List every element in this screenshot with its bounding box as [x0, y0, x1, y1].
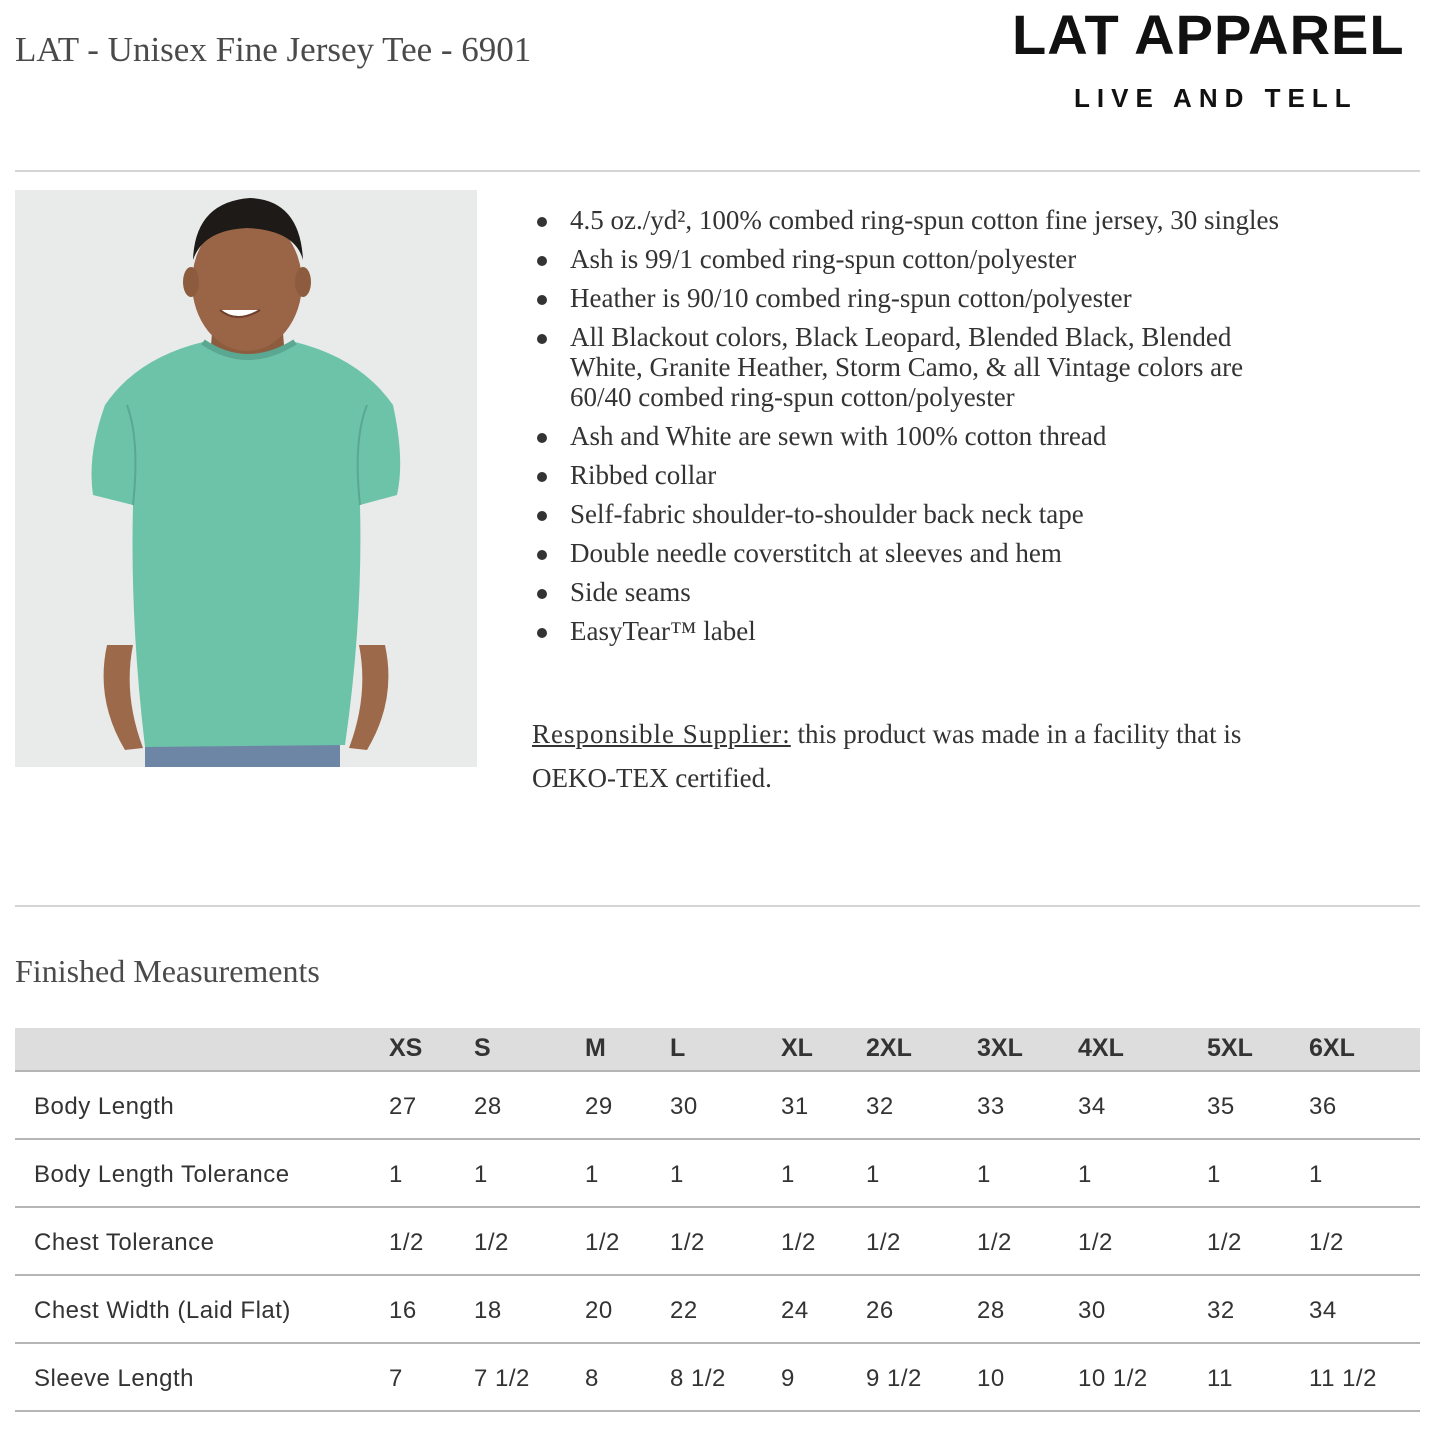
feature-item: Double needle coverstitch at sleeves and hem	[532, 538, 1412, 568]
table-cell: 9	[781, 1365, 795, 1392]
table-row	[15, 1140, 1420, 1208]
table-cell: 1	[1309, 1161, 1323, 1188]
size-header: 6XL	[1309, 1034, 1355, 1062]
table-cell: 1/2	[1207, 1229, 1242, 1256]
table-cell: 28	[474, 1093, 502, 1120]
table-cell: 1	[781, 1161, 795, 1188]
table-cell: 31	[781, 1093, 809, 1120]
table-row	[15, 1276, 1420, 1344]
size-header: M	[585, 1034, 606, 1062]
table-cell: 7	[389, 1365, 403, 1392]
bullet-icon	[537, 433, 547, 443]
table-cell: 1	[585, 1161, 599, 1188]
brand-logo	[1012, 5, 1422, 115]
feature-item: EasyTear™ label	[532, 616, 1412, 646]
table-cell: 30	[670, 1093, 698, 1120]
size-header: S	[474, 1034, 491, 1062]
table-cell: 26	[866, 1297, 894, 1324]
bullet-icon	[537, 334, 547, 344]
bullet-icon	[537, 472, 547, 482]
table-cell: 34	[1078, 1093, 1106, 1120]
table-cell: 1/2	[474, 1229, 509, 1256]
product-photo	[15, 190, 477, 767]
table-cell: 1	[977, 1161, 991, 1188]
table-cell: 35	[1207, 1093, 1235, 1120]
feature-list	[532, 205, 1412, 655]
table-cell: 34	[1309, 1297, 1337, 1324]
table-cell: 1/2	[585, 1229, 620, 1256]
table-cell: 1/2	[1078, 1229, 1113, 1256]
table-cell: 22	[670, 1297, 698, 1324]
supplier-text: this product was made in a facility that is OEKO-TEX certified.	[532, 719, 1242, 793]
table-cell: 1/2	[670, 1229, 705, 1256]
feature-item: Self-fabric shoulder-to-shoulder back neck tape	[532, 499, 1412, 529]
table-cell: 36	[1309, 1093, 1337, 1120]
feature-item: Ash is 99/1 combed ring-spun cotton/polyester	[532, 244, 1412, 274]
measurements-table	[15, 1028, 1420, 1412]
table-cell: 1	[1207, 1161, 1221, 1188]
size-header: XS	[389, 1034, 423, 1062]
table-cell: 32	[866, 1093, 894, 1120]
row-label: Chest Tolerance	[34, 1229, 215, 1256]
page-title: LAT - Unisex Fine Jersey Tee - 6901	[15, 30, 532, 69]
table-cell: 1	[389, 1161, 403, 1188]
supplier-note	[532, 712, 1312, 800]
bullet-icon	[537, 217, 547, 227]
row-label: Sleeve Length	[34, 1365, 194, 1392]
feature-item: Side seams	[532, 577, 1412, 607]
table-cell: 18	[474, 1297, 502, 1324]
size-header: XL	[781, 1034, 813, 1062]
table-cell: 1/2	[781, 1229, 816, 1256]
table-cell: 32	[1207, 1297, 1235, 1324]
size-header: 5XL	[1207, 1034, 1253, 1062]
table-cell: 7 1/2	[474, 1365, 530, 1392]
feature-item: Ribbed collar	[532, 460, 1412, 490]
table-cell: 1/2	[1309, 1229, 1344, 1256]
bullet-icon	[537, 628, 547, 638]
table-cell: 28	[977, 1297, 1005, 1324]
table-cell: 24	[781, 1297, 809, 1324]
table-cell: 30	[1078, 1297, 1106, 1324]
bullet-icon	[537, 550, 547, 560]
feature-item: 4.5 oz./yd², 100% combed ring-spun cotton fine jersey, 30 singles	[532, 205, 1412, 235]
table-cell: 1/2	[977, 1229, 1012, 1256]
table-cell: 1/2	[389, 1229, 424, 1256]
bullet-icon	[537, 256, 547, 266]
table-cell: 1	[1078, 1161, 1092, 1188]
size-header: 3XL	[977, 1034, 1023, 1062]
table-cell: 8	[585, 1365, 599, 1392]
logo-wordmark: LAT APPAREL	[1012, 3, 1405, 66]
table-cell: 1	[866, 1161, 880, 1188]
bullet-icon	[537, 589, 547, 599]
table-cell: 11 1/2	[1309, 1365, 1377, 1392]
table-header	[15, 1028, 1420, 1072]
table-cell: 29	[585, 1093, 613, 1120]
bullet-icon	[537, 511, 547, 521]
table-cell: 33	[977, 1093, 1005, 1120]
section-title: Finished Measurements	[15, 953, 320, 989]
logo-tagline: LIVE AND TELL	[1074, 83, 1358, 113]
row-label: Chest Width (Laid Flat)	[34, 1297, 291, 1324]
table-cell: 8 1/2	[670, 1365, 726, 1392]
table-cell: 10 1/2	[1078, 1365, 1148, 1392]
table-cell: 1	[670, 1161, 684, 1188]
table-cell: 16	[389, 1297, 417, 1324]
row-label: Body Length Tolerance	[34, 1161, 290, 1188]
feature-item: All Blackout colors, Black Leopard, Blended Black, Blended White, Granite Heather, Storm Camo, & all Vintage colors are 60/40 combed ring-spun cotton/polyester	[532, 322, 1270, 412]
table-cell: 20	[585, 1297, 613, 1324]
table-row	[15, 1072, 1420, 1140]
table-cell: 11	[1207, 1365, 1233, 1392]
table-cell: 9 1/2	[866, 1365, 922, 1392]
size-header: 4XL	[1078, 1034, 1124, 1062]
bullet-icon	[537, 295, 547, 305]
table-cell: 1	[474, 1161, 488, 1188]
supplier-label: Responsible Supplier:	[532, 719, 791, 749]
table-cell: 27	[389, 1093, 417, 1120]
feature-item: Heather is 90/10 combed ring-spun cotton/polyester	[532, 283, 1412, 313]
size-header: 2XL	[866, 1034, 912, 1062]
table-row	[15, 1208, 1420, 1276]
divider-middle	[15, 905, 1420, 907]
size-header: L	[670, 1034, 686, 1062]
table-cell: 10	[977, 1365, 1005, 1392]
divider-top	[15, 170, 1420, 172]
row-label: Body Length	[34, 1093, 175, 1120]
feature-item: Ash and White are sewn with 100% cotton thread	[532, 421, 1412, 451]
table-row	[15, 1344, 1420, 1412]
table-cell: 1/2	[866, 1229, 901, 1256]
